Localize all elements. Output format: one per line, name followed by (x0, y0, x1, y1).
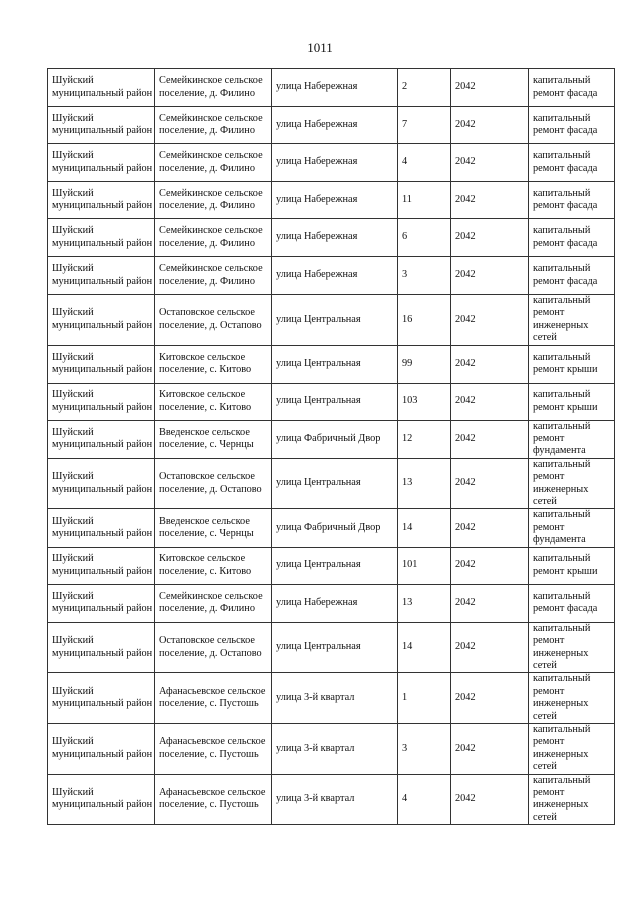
house-number-cell: 4 (398, 144, 451, 182)
table-row (48, 295, 615, 346)
house-number-cell: 4 (398, 774, 451, 825)
street-cell: улица Фабричный Двор (272, 420, 398, 458)
district-cell: Шуйский муниципальный район (48, 420, 155, 458)
settlement-cell: Семейкинское сельское поселение, д. Филино (155, 144, 272, 182)
street-cell: улица Набережная (272, 584, 398, 622)
table-row (48, 458, 615, 509)
settlement-cell: Афанасьевское сельское поселение, с. Пустошь (155, 774, 272, 825)
work-type-cell: капитальный ремонт инженерных сетей (529, 458, 615, 509)
year-cell: 2042 (451, 182, 529, 219)
street-cell: улица Центральная (272, 622, 398, 673)
year-cell: 2042 (451, 420, 529, 458)
work-type-cell: капитальный ремонт инженерных сетей (529, 673, 615, 724)
street-cell: улица Набережная (272, 219, 398, 257)
year-cell: 2042 (451, 723, 529, 774)
year-cell: 2042 (451, 622, 529, 673)
table-row (48, 257, 615, 295)
house-number-cell: 13 (398, 458, 451, 509)
year-cell: 2042 (451, 219, 529, 257)
street-cell: улица 3-й квартал (272, 723, 398, 774)
year-cell: 2042 (451, 458, 529, 509)
work-type-cell: капитальный ремонт фасада (529, 182, 615, 219)
settlement-cell: Остаповское сельское поселение, д. Остапово (155, 295, 272, 346)
settlement-cell: Семейкинское сельское поселение, д. Филино (155, 584, 272, 622)
district-cell: Шуйский муниципальный район (48, 509, 155, 547)
street-cell: улица Набережная (272, 144, 398, 182)
table-row (48, 774, 615, 825)
table-row (48, 144, 615, 182)
year-cell: 2042 (451, 383, 529, 420)
house-number-cell: 3 (398, 723, 451, 774)
work-type-cell: капитальный ремонт фасада (529, 219, 615, 257)
house-number-cell: 14 (398, 509, 451, 547)
table-row (48, 673, 615, 724)
table-row (48, 69, 615, 107)
settlement-cell: Китовское сельское поселение, с. Китово (155, 383, 272, 420)
table-row (48, 107, 615, 144)
district-cell: Шуйский муниципальный район (48, 622, 155, 673)
settlement-cell: Семейкинское сельское поселение, д. Филино (155, 182, 272, 219)
district-cell: Шуйский муниципальный район (48, 723, 155, 774)
table-row (48, 547, 615, 584)
table-row (48, 723, 615, 774)
street-cell: улица Центральная (272, 383, 398, 420)
street-cell: улица 3-й квартал (272, 774, 398, 825)
table-row (48, 182, 615, 219)
house-number-cell: 3 (398, 257, 451, 295)
settlement-cell: Введенское сельское поселение, с. Чернцы (155, 420, 272, 458)
settlement-cell: Остаповское сельское поселение, д. Остапово (155, 622, 272, 673)
district-cell: Шуйский муниципальный район (48, 774, 155, 825)
district-cell: Шуйский муниципальный район (48, 673, 155, 724)
house-number-cell: 11 (398, 182, 451, 219)
street-cell: улица Набережная (272, 257, 398, 295)
street-cell: улица Набережная (272, 107, 398, 144)
repair-schedule-table (47, 68, 615, 825)
street-cell: улица Центральная (272, 295, 398, 346)
work-type-cell: капитальный ремонт инженерных сетей (529, 622, 615, 673)
house-number-cell: 2 (398, 69, 451, 107)
district-cell: Шуйский муниципальный район (48, 383, 155, 420)
street-cell: улица Набережная (272, 69, 398, 107)
settlement-cell: Семейкинское сельское поселение, д. Филино (155, 107, 272, 144)
work-type-cell: капитальный ремонт крыши (529, 383, 615, 420)
table-row (48, 345, 615, 383)
settlement-cell: Китовское сельское поселение, с. Китово (155, 345, 272, 383)
year-cell: 2042 (451, 345, 529, 383)
house-number-cell: 6 (398, 219, 451, 257)
year-cell: 2042 (451, 673, 529, 724)
table-row (48, 584, 615, 622)
work-type-cell: капитальный ремонт фундамента (529, 509, 615, 547)
house-number-cell: 13 (398, 584, 451, 622)
house-number-cell: 1 (398, 673, 451, 724)
house-number-cell: 7 (398, 107, 451, 144)
district-cell: Шуйский муниципальный район (48, 144, 155, 182)
settlement-cell: Семейкинское сельское поселение, д. Филино (155, 69, 272, 107)
settlement-cell: Семейкинское сельское поселение, д. Филино (155, 257, 272, 295)
house-number-cell: 12 (398, 420, 451, 458)
work-type-cell: капитальный ремонт фасада (529, 257, 615, 295)
year-cell: 2042 (451, 509, 529, 547)
table-row (48, 420, 615, 458)
work-type-cell: капитальный ремонт инженерных сетей (529, 774, 615, 825)
district-cell: Шуйский муниципальный район (48, 182, 155, 219)
year-cell: 2042 (451, 774, 529, 825)
table-row (48, 219, 615, 257)
settlement-cell: Семейкинское сельское поселение, д. Филино (155, 219, 272, 257)
work-type-cell: капитальный ремонт фасада (529, 144, 615, 182)
district-cell: Шуйский муниципальный район (48, 584, 155, 622)
work-type-cell: капитальный ремонт фасада (529, 107, 615, 144)
house-number-cell: 99 (398, 345, 451, 383)
settlement-cell: Введенское сельское поселение, с. Чернцы (155, 509, 272, 547)
settlement-cell: Китовское сельское поселение, с. Китово (155, 547, 272, 584)
district-cell: Шуйский муниципальный район (48, 219, 155, 257)
year-cell: 2042 (451, 257, 529, 295)
work-type-cell: капитальный ремонт фасада (529, 69, 615, 107)
district-cell: Шуйский муниципальный район (48, 257, 155, 295)
work-type-cell: капитальный ремонт крыши (529, 345, 615, 383)
year-cell: 2042 (451, 144, 529, 182)
work-type-cell: капитальный ремонт крыши (529, 547, 615, 584)
page-number: 1011 (307, 40, 333, 55)
street-cell: улица Центральная (272, 345, 398, 383)
year-cell: 2042 (451, 107, 529, 144)
district-cell: Шуйский муниципальный район (48, 69, 155, 107)
year-cell: 2042 (451, 584, 529, 622)
street-cell: улица Центральная (272, 458, 398, 509)
table-row (48, 509, 615, 547)
settlement-cell: Остаповское сельское поселение, д. Остапово (155, 458, 272, 509)
settlement-cell: Афанасьевское сельское поселение, с. Пустошь (155, 723, 272, 774)
district-cell: Шуйский муниципальный район (48, 107, 155, 144)
street-cell: улица Фабричный Двор (272, 509, 398, 547)
house-number-cell: 101 (398, 547, 451, 584)
district-cell: Шуйский муниципальный район (48, 295, 155, 346)
house-number-cell: 14 (398, 622, 451, 673)
street-cell: улица 3-й квартал (272, 673, 398, 724)
table-body (48, 69, 615, 825)
district-cell: Шуйский муниципальный район (48, 547, 155, 584)
work-type-cell: капитальный ремонт инженерных сетей (529, 723, 615, 774)
street-cell: улица Центральная (272, 547, 398, 584)
table-row (48, 383, 615, 420)
district-cell: Шуйский муниципальный район (48, 458, 155, 509)
settlement-cell: Афанасьевское сельское поселение, с. Пустошь (155, 673, 272, 724)
year-cell: 2042 (451, 547, 529, 584)
work-type-cell: капитальный ремонт инженерных сетей (529, 295, 615, 346)
year-cell: 2042 (451, 69, 529, 107)
street-cell: улица Набережная (272, 182, 398, 219)
district-cell: Шуйский муниципальный район (48, 345, 155, 383)
work-type-cell: капитальный ремонт фасада (529, 584, 615, 622)
house-number-cell: 103 (398, 383, 451, 420)
work-type-cell: капитальный ремонт фундамента (529, 420, 615, 458)
house-number-cell: 16 (398, 295, 451, 346)
year-cell: 2042 (451, 295, 529, 346)
table-row (48, 622, 615, 673)
